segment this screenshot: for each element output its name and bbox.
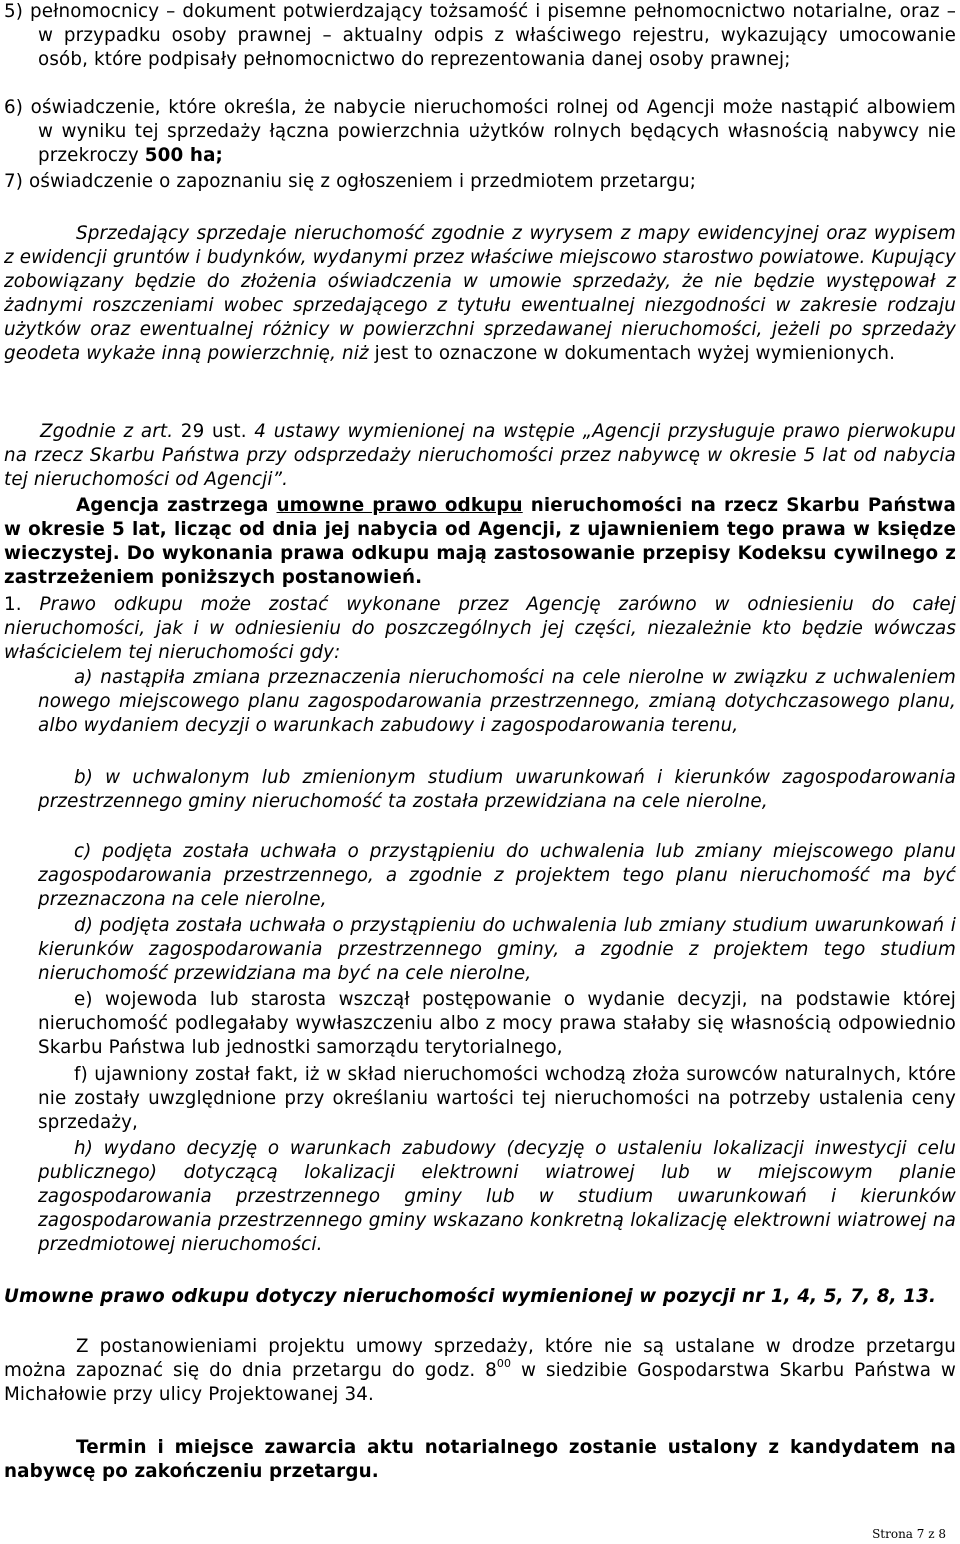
condition-b bbox=[4, 766, 956, 814]
condition-d bbox=[4, 914, 956, 986]
article-paragraph bbox=[4, 420, 956, 492]
condition-b-text: b) w uchwalonym lub zmienionym studium uwarunkowań i kierunków zagospodarowania przestrzennego gminy nieruchomość ta została przewidziana na cele nierolne, bbox=[38, 767, 956, 812]
condition-a bbox=[4, 666, 956, 738]
list-item-7 bbox=[4, 170, 956, 194]
condition-f-text: f) ujawniony został fakt, iż w skład nieruchomości wchodzą złoża surowców naturalnych, które nie zostały uwzględnione przy określaniu wartości tej nieruchomości na potrzeby ustalenia ceny sprzedaży, bbox=[38, 1064, 956, 1133]
condition-e-text: e) wojewoda lub starosta wszczął postępowanie o wydanie decyzji, na podstawie której nieruchomość podlegałaby wywłaszczeniu albo z mocy prawa stałaby się własnością odpowiednio Skarbu Państwa lub jednostki samorządu terytorialnego, bbox=[38, 989, 956, 1058]
reserve-rest: nieruchomości na rzecz Skarbu Państwa w okresie 5 lat, licząc od dnia jej nabycia od Agencji, z ujawnieniem tego prawa w księdze wieczystej. Do wykonania prawa odkupu mają zastosowanie przepisy Kodeksu cywilnego z zastrzeżeniem poniższych postanowień. bbox=[4, 495, 956, 588]
applies-text: Umowne prawo odkupu dotyczy nieruchomości wymienionej w pozycji nr 1, 4, 5, 7, 8, 13. bbox=[4, 1286, 937, 1307]
condition-h bbox=[4, 1137, 956, 1257]
condition-h-text: h) wydano decyzję o warunkach zabudowy (decyzję o ustaleniu lokalizacji inwestycji celu publicznego) dotyczącą lokalizacji elektrowni wiatrowej lub w miejscowym planie zagospodarowania przestrzennego gminy lub w studium uwarunkowań i kierunków zagospodarowania przestrzennego gminy wskazano konkretną lokalizację elektrowni wiatrowej na przedmiotowej nieruchomości. bbox=[38, 1138, 956, 1255]
condition-f bbox=[4, 1063, 956, 1135]
item-6-area-limit: 500 ha; bbox=[144, 145, 224, 166]
article-lead: Zgodnie z art. bbox=[40, 421, 181, 442]
seller-paragraph-italic: Sprzedający sprzedaje nieruchomość zgodnie z wyrysem z mapy ewidencyjnej oraz wypisem z ewidencji gruntów i budynków, wydanymi przez właściwe miejscowo starostwo powiatowe. Kupujący zobowiązany będzie do złożenia oświadczenia w umowie sprzedaży, że nie będzie występował z żadnymi roszczeniami wobec sprzedającego z tytułu ewentualnej niezgodności w zakresie rodzaju użytków oraz ewentualnej różnicy w powierzchni sprzedawanej nieruchomości, jeżeli po sprzedaży geodeta wykaże inną powierzchnię, niż bbox=[4, 223, 956, 364]
notary-paragraph bbox=[4, 1436, 956, 1484]
provisions-paragraph bbox=[4, 1335, 956, 1407]
point-1-number: 1. bbox=[4, 594, 22, 615]
item-6-text: 6) oświadczenie, które określa, że nabycie nieruchomości rolnej od Agencji może nastąpić albowiem w wyniku tej sprzedaży łączna powierzchnia użytków rolnych będących własnością nabywcy nie przekroczy bbox=[4, 97, 956, 166]
point-1 bbox=[4, 593, 956, 665]
condition-d-text: d) podjęta została uchwała o przystąpieniu do uchwalenia lub zmiany studium uwarunkowań i kierunków zagospodarowania przestrzennego gminy, a zgodnie z projektem tego studium nieruchomość przewidziana ma być na cele nierolne, bbox=[38, 915, 956, 984]
item-7-text: 7) oświadczenie o zapoznaniu się z ogłoszeniem i przedmiotem przetargu; bbox=[4, 171, 697, 192]
reserve-paragraph bbox=[4, 494, 956, 590]
provisions-hour-superscript: 00 bbox=[496, 1357, 512, 1370]
list-item-5 bbox=[4, 0, 956, 72]
provisions-text: Z postanowieniami projektu umowy sprzedaży, które nie są ustalane w drodze przetargu można zapoznać się do dnia przetargu do godz. 8 bbox=[4, 1336, 956, 1381]
notary-text: Termin i miejsce zawarcia aktu notarialnego zostanie ustalony z kandydatem na nabywcę po zakończeniu przetargu. bbox=[4, 1437, 956, 1482]
reserve-lead: Agencja zastrzega bbox=[76, 495, 277, 516]
reserve-right-name: umowne prawo odkupu bbox=[276, 495, 523, 516]
condition-c bbox=[4, 840, 956, 912]
applies-paragraph bbox=[4, 1285, 956, 1309]
page-number-footer: Strona 7 z 8 bbox=[872, 1527, 946, 1541]
item-5-text: 5) pełnomocnicy – dokument potwierdzający tożsamość i pisemne pełnomocnictwo notarialne, oraz – w przypadku osoby prawnej – aktualny odpis z właściwego rejestru, wykazujący umocowanie osób, które podpisały pełnomocnictwo do reprezentowania danej osoby prawnej; bbox=[4, 1, 956, 70]
seller-paragraph bbox=[4, 222, 956, 366]
condition-e bbox=[4, 988, 956, 1060]
condition-c-text: c) podjęta została uchwała o przystąpieniu do uchwalenia lub zmiany miejscowego planu zagospodarowania przestrzennego, a zgodnie z projektem tego planu nieruchomość ma być przeznaczona na cele nierolne, bbox=[38, 841, 956, 910]
list-item-6 bbox=[4, 96, 956, 168]
condition-a-text: a) nastąpiła zmiana przeznaczenia nieruchomości na cele nierolne w związku z uchwaleniem nowego miejscowego planu zagospodarowania przestrzennego, zmianą dotychczasowego planu, albo wydaniem decyzji o warunkach zabudowy i zagospodarowania terenu, bbox=[38, 667, 956, 736]
seller-paragraph-plain: jest to oznaczone w dokumentach wyżej wymienionych. bbox=[368, 343, 896, 364]
point-1-text: Prawo odkupu może zostać wykonane przez Agencję zarówno w odniesieniu do całej nieruchomości, jak i w odniesieniu do poszczególnych jej części, niezależnie kto będzie wówczas właścicielem tej nieruchomości gdy: bbox=[4, 594, 956, 663]
provisions-rest: w siedzibie Gospodarstwa Skarbu Państwa w Michałowie przy ulicy Projektowanej 34. bbox=[4, 1360, 956, 1405]
article-quote: 4 ustawy wymienionej na wstępie „Agencji przysługuje prawo pierwokupu na rzecz Skarbu Państwa przy odsprzedaży nieruchomości przez nabywcę w okresie 5 lat od nabycia tej nieruchomości od Agencji”. bbox=[4, 421, 957, 490]
article-number: 29 ust. bbox=[180, 421, 247, 442]
